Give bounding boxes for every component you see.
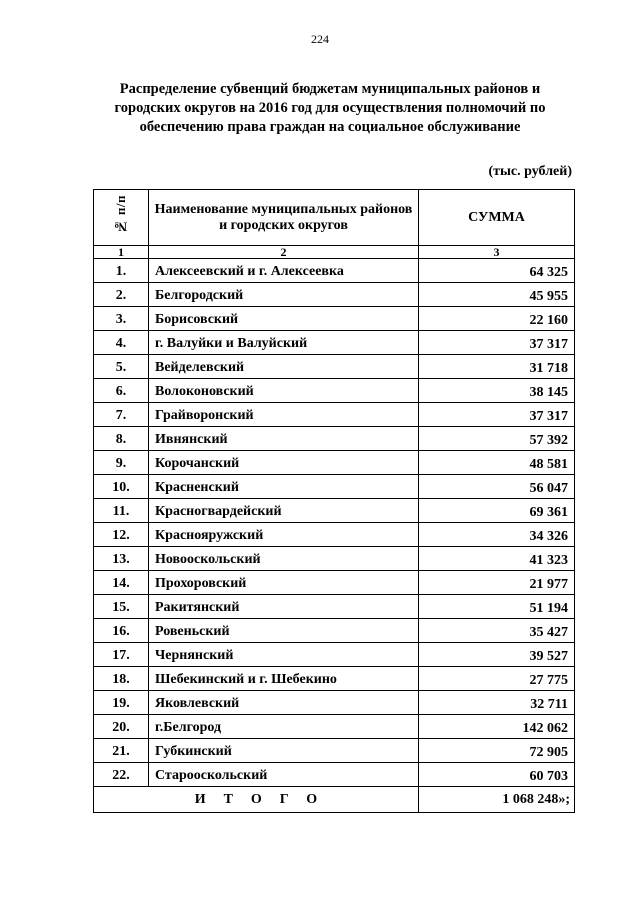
row-name: Волоконовский (149, 379, 419, 403)
row-name: Ровеньский (149, 619, 419, 643)
table-row (94, 715, 575, 739)
table-row (94, 595, 575, 619)
row-number: 6. (94, 379, 149, 403)
row-number: 21. (94, 739, 149, 763)
table-row (94, 619, 575, 643)
row-name: г.Белгород (149, 715, 419, 739)
table-row (94, 763, 575, 787)
table-row (94, 499, 575, 523)
row-name: Яковлевский (149, 691, 419, 715)
row-name: Шебекинский и г. Шебекино (149, 667, 419, 691)
units-label: (тыс. рублей) (488, 164, 572, 179)
total-label: ИТОГО (94, 787, 419, 813)
table-row (94, 571, 575, 595)
row-name: Ивнянский (149, 427, 419, 451)
table-row (94, 547, 575, 571)
row-sum: 51 194 (419, 595, 575, 619)
row-number: 5. (94, 355, 149, 379)
header-number (94, 190, 149, 246)
row-number: 18. (94, 667, 149, 691)
row-number: 8. (94, 427, 149, 451)
row-sum: 56 047 (419, 475, 575, 499)
table-row (94, 307, 575, 331)
row-number: 4. (94, 331, 149, 355)
table-row (94, 355, 575, 379)
row-sum: 60 703 (419, 763, 575, 787)
row-number: 15. (94, 595, 149, 619)
table-row (94, 667, 575, 691)
table-row (94, 691, 575, 715)
row-name: г. Валуйки и Валуйский (149, 331, 419, 355)
row-name: Старооскольский (149, 763, 419, 787)
document-title: Распределение субвенций бюджетам муниципальных районов и городских округов на 2016 год для осуществления полномочий по обеспечению права граждан на социальное обслуживание (114, 81, 546, 135)
row-sum: 64 325 (419, 259, 575, 283)
row-number: 17. (94, 643, 149, 667)
row-name: Краснояружский (149, 523, 419, 547)
header-number-label: № п/п (113, 195, 128, 235)
row-name: Борисовский (149, 307, 419, 331)
row-sum: 39 527 (419, 643, 575, 667)
row-sum: 38 145 (419, 379, 575, 403)
row-sum: 142 062 (419, 715, 575, 739)
column-index: 1 (94, 246, 149, 259)
row-number: 3. (94, 307, 149, 331)
row-number: 1. (94, 259, 149, 283)
table-row (94, 451, 575, 475)
row-name: Чернянский (149, 643, 419, 667)
table-row (94, 739, 575, 763)
row-name: Корочанский (149, 451, 419, 475)
row-name: Белгородский (149, 283, 419, 307)
row-number: 10. (94, 475, 149, 499)
row-number: 2. (94, 283, 149, 307)
row-number: 7. (94, 403, 149, 427)
total-sum: 1 068 248»; (419, 787, 575, 813)
table-row (94, 283, 575, 307)
row-number: 12. (94, 523, 149, 547)
row-number: 22. (94, 763, 149, 787)
row-sum: 69 361 (419, 499, 575, 523)
row-name: Новооскольский (149, 547, 419, 571)
table-row (94, 427, 575, 451)
row-name: Вейделевский (149, 355, 419, 379)
subsidy-table (93, 189, 575, 813)
row-sum: 48 581 (419, 451, 575, 475)
header-sum: СУММА (419, 190, 575, 246)
table-row (94, 259, 575, 283)
column-index: 3 (419, 246, 575, 259)
table-row (94, 523, 575, 547)
row-number: 14. (94, 571, 149, 595)
row-sum: 31 718 (419, 355, 575, 379)
table-row (94, 643, 575, 667)
row-sum: 27 775 (419, 667, 575, 691)
row-sum: 37 317 (419, 403, 575, 427)
table-body (94, 190, 575, 813)
column-index: 2 (149, 246, 419, 259)
table-row (94, 331, 575, 355)
row-number: 19. (94, 691, 149, 715)
row-number: 13. (94, 547, 149, 571)
row-sum: 34 326 (419, 523, 575, 547)
row-sum: 41 323 (419, 547, 575, 571)
header-name: Наименование муниципальных районов и городских округов (149, 190, 419, 246)
total-row (94, 787, 575, 813)
row-name: Красногвардейский (149, 499, 419, 523)
row-number: 20. (94, 715, 149, 739)
row-sum: 32 711 (419, 691, 575, 715)
row-sum: 45 955 (419, 283, 575, 307)
table-row (94, 475, 575, 499)
row-number: 9. (94, 451, 149, 475)
row-sum: 35 427 (419, 619, 575, 643)
table-row (94, 403, 575, 427)
row-sum: 57 392 (419, 427, 575, 451)
row-name: Прохоровский (149, 571, 419, 595)
page-number: 224 (311, 32, 329, 46)
row-number: 11. (94, 499, 149, 523)
row-name: Алексеевский и г. Алексеевка (149, 259, 419, 283)
table-row (94, 379, 575, 403)
row-name: Грайворонский (149, 403, 419, 427)
row-sum: 37 317 (419, 331, 575, 355)
row-name: Губкинский (149, 739, 419, 763)
row-name: Ракитянский (149, 595, 419, 619)
row-number: 16. (94, 619, 149, 643)
table-header-row (94, 190, 575, 246)
row-sum: 72 905 (419, 739, 575, 763)
column-index-row (94, 246, 575, 259)
row-sum: 22 160 (419, 307, 575, 331)
row-sum: 21 977 (419, 571, 575, 595)
row-name: Красненский (149, 475, 419, 499)
